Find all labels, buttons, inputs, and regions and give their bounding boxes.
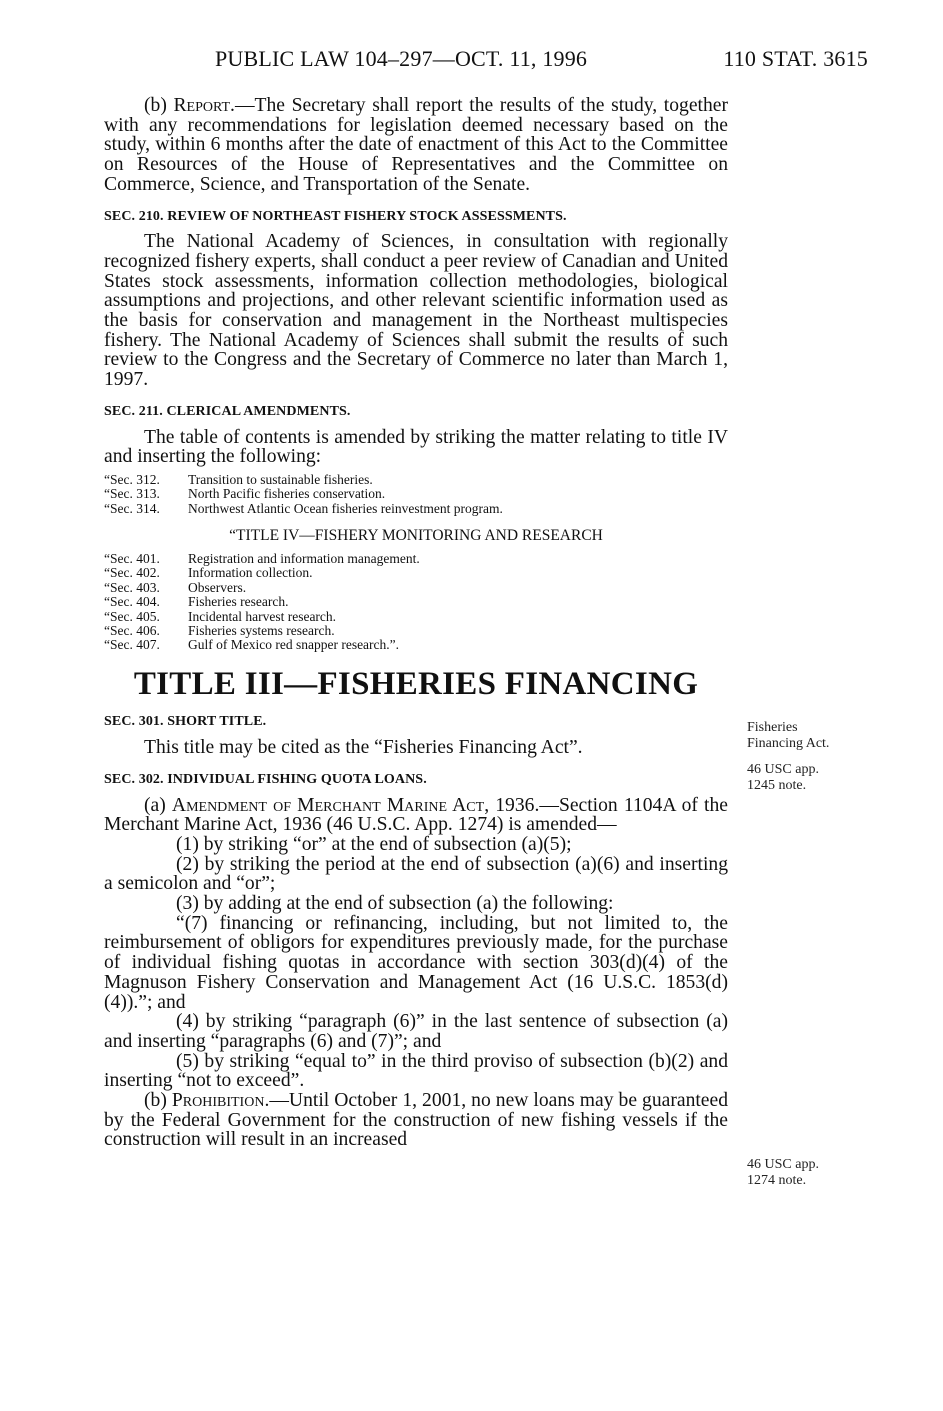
amendment-item-4: (4) by striking “paragraph (6)” in the last sentence of subsection (a) and inserting “paragraphs (6) and (7)”; and xyxy=(104,1011,728,1052)
toc-list-title-iii xyxy=(104,473,728,516)
amendment-item-5: (5) by striking “equal to” in the third proviso of subsection (b)(2) and inserting “not to exceed”. xyxy=(104,1050,728,1092)
section-210-text: The National Academy of Sciences, in consultation with regionally recognized fishery experts, shall conduct a peer review of Canadian and United States stock assessments, information collection methodologies, biological assumptions and projections, and other relevant scientific information used as the basis for conservation and management in the Northeast multispecies fishery. The National Academy of Sciences shall submit the results of such review to the Congress and the Secretary of Commerce no later than March 1, 1997. xyxy=(104,231,728,391)
toc-entry: “Sec. 312. Transition to sustainable fisheries. xyxy=(104,471,373,487)
section-301-heading: SEC. 301. SHORT TITLE. xyxy=(104,714,267,730)
amendment-label: Amendment of Merchant Marine Act, 1936 xyxy=(171,794,535,816)
document-body xyxy=(104,96,728,1150)
statute-page-number: 110 STAT. 3615 xyxy=(723,46,868,71)
report-label: Report xyxy=(173,95,231,116)
margin-note-fisheries-financing-act: Fisheries Financing Act. xyxy=(747,720,830,751)
toc-entry: “Sec. 403. Observers. xyxy=(104,579,247,595)
amendment-item-3: (3) by adding at the end of subsection (a) the following: xyxy=(176,893,614,915)
margin-note-46-usc-1274: 46 USC app. 1274 note. xyxy=(747,1157,819,1188)
toc-entry: “Sec. 314. Northwest Atlantic Ocean fisheries reinvestment program. xyxy=(104,500,503,516)
toc-entry: “Sec. 313. North Pacific fisheries conservation. xyxy=(104,486,386,502)
amendment-item-2: (2) by striking the period at the end of subsection (a)(6) and inserting a semicolon and “or”; xyxy=(104,853,728,895)
section-302-a: (a) Amendment of Merchant Marine Act, 1936.—Section 1104A of the Merchant Marine Act, 1936 (46 U.S.C. App. 1274) is amended— xyxy=(104,794,728,836)
toc-list-title-iv xyxy=(104,552,728,653)
report-paragraph: (b) Report.—The Secretary shall report the results of the study, together with any recommendations for legislation deemed necessary based on the study, within 6 months after the date of enactment of this Act to the Committee on Resources of the House of Representatives and the Committee on Commerce, Science, and Transportation of the Senate. xyxy=(104,95,728,195)
law-citation: PUBLIC LAW 104–297—OCT. 11, 1996 xyxy=(215,46,588,71)
toc-entry: “Sec. 406. Fisheries systems research. xyxy=(104,622,335,638)
section-210-heading: SEC. 210. REVIEW OF NORTHEAST FISHERY STOCK ASSESSMENTS. xyxy=(104,208,567,224)
amendment-item-3-quote: “(7) financing or refinancing, including, but not limited to, the reimbursement of obligors for expenditures previously made, for the purchase of individual fishing quotas in accordance with section 303(d)(4) of the Magnuson Fishery Conservation and Management Act (16 U.S.C. 1853(d)(4)).”; and xyxy=(104,912,728,1013)
toc-entry: “Sec. 401. Registration and information management. xyxy=(104,550,420,566)
section-211-heading: SEC. 211. CLERICAL AMENDMENTS. xyxy=(104,403,351,419)
section-301-text: This title may be cited as the “Fisheries Financing Act”. xyxy=(144,737,583,759)
toc-entry: “Sec. 402. Information collection. xyxy=(104,565,313,581)
toc-title-iv: “TITLE IV—FISHERY MONITORING AND RESEARCH xyxy=(229,527,603,545)
toc-entry: “Sec. 404. Fisheries research. xyxy=(104,594,289,610)
toc-entry: “Sec. 405. Incidental harvest research. xyxy=(104,608,337,624)
toc-entry: “Sec. 407. Gulf of Mexico red snapper research.”. xyxy=(104,637,400,653)
margin-note-46-usc-1245: 46 USC app. 1245 note. xyxy=(747,762,819,793)
section-302-heading: SEC. 302. INDIVIDUAL FISHING QUOTA LOANS. xyxy=(104,771,427,787)
section-302-b: (b) Prohibition.—Until October 1, 2001, no new loans may be guaranteed by the Federal Government for the construction of new fishing vessels if the construction will result in an increased xyxy=(104,1090,729,1151)
prohibition-label: Prohibition xyxy=(171,1090,265,1112)
title-iii-heading: TITLE III—FISHERIES FINANCING xyxy=(133,665,699,702)
amendment-item-1: (1) by striking “or” at the end of subsection (a)(5); xyxy=(176,833,572,855)
section-211-text: The table of contents is amended by striking the matter relating to title IV and inserting the following: xyxy=(104,426,728,468)
